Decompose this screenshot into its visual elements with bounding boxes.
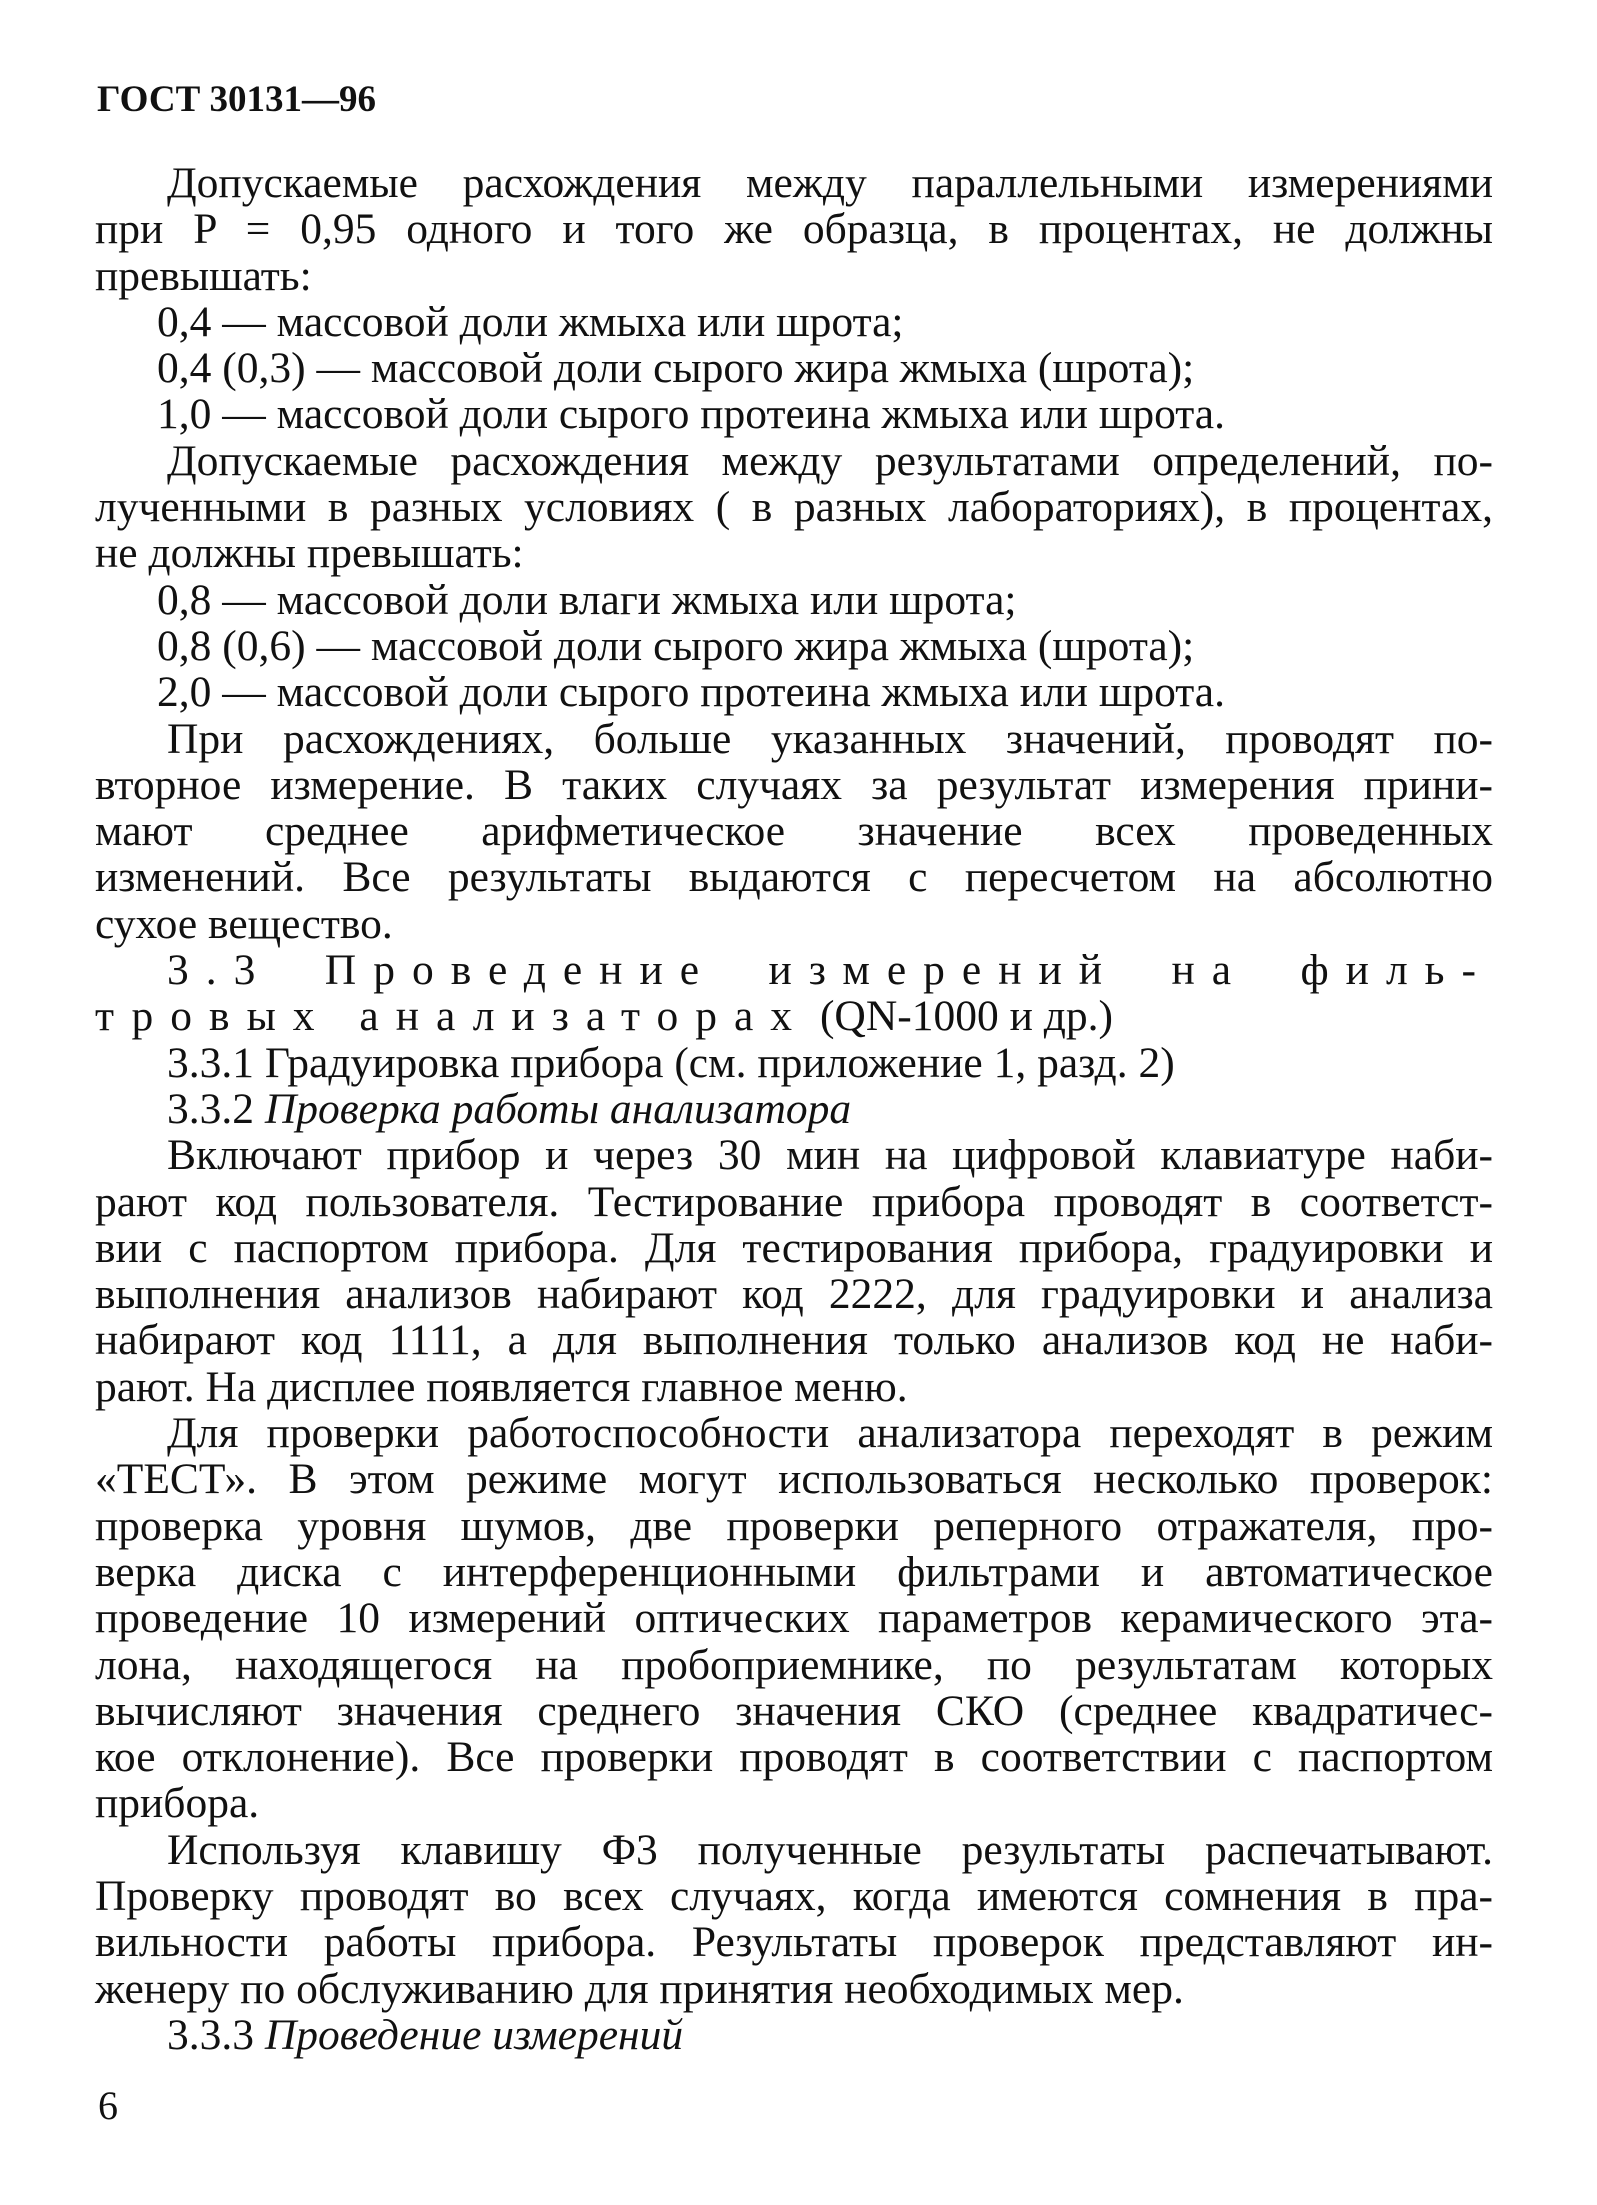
text-line: проверка уровня шумов, две проверки реперного отражателя, про-: [95, 1501, 1493, 1550]
section-title: Проведение измерений: [264, 2010, 684, 2059]
list-item: 0,4 (0,3) — массовой доли сырого жира жмыха (шрота);: [157, 344, 1195, 393]
paragraph-parallel-discrepancies: [95, 160, 1493, 299]
list-item: 0,8 (0,6) — массовой доли сырого жира жмыха (шрота);: [157, 621, 1195, 670]
document-code-header: ГОСТ 30131—96: [97, 79, 376, 120]
section-3-3-3: [95, 2012, 1493, 2058]
text-line: рают. На дисплее появляется главное меню.: [95, 1362, 908, 1411]
list-item: 1,0 — массовой доли сырого протеина жмыха или шрота.: [157, 390, 1225, 439]
text-line: набирают код 1111, а для выполнения только анализов код не наби-: [95, 1316, 1493, 1365]
list-item: 0,4 — массовой доли жмыха или шрота;: [157, 297, 904, 346]
text-line: верка диска с интерференционными фильтрами и автоматическое: [95, 1547, 1493, 1596]
text-line: прибора.: [95, 1779, 260, 1828]
text-line: женеру по обслуживанию для принятия необходимых мер.: [95, 1964, 1184, 2013]
section-3-3-1: 3.3.1 Градуировка прибора (см. приложение 1, разд. 2): [167, 1038, 1175, 1087]
text-line: Для проверки работоспособности анализатора переходят в режим: [167, 1409, 1493, 1458]
text-line: Проверку проводят во всех случаях, когда имеются сомнения в пра-: [95, 1871, 1493, 1920]
text-line: вторное измерение. В таких случаях за результат измерения прини-: [95, 760, 1493, 809]
section-number: 3.3.3: [167, 2010, 265, 2059]
text-line: Допускаемые расхождения между результатами определений, по-: [167, 436, 1493, 485]
text-line: сухое вещество.: [95, 899, 393, 948]
paragraph-test-mode: [95, 1410, 1493, 1827]
text-line: лученными в разных условиях ( в разных лабораториях), в процентах,: [95, 483, 1493, 532]
text-line: вильности работы прибора. Результаты проверок представляют ин-: [95, 1918, 1493, 1967]
section-title-model: (QN-1000 и др.): [809, 992, 1114, 1041]
text-line: Допускаемые расхождения между параллельными измерениями: [167, 159, 1493, 207]
text-line: изменений. Все результаты выдаются с пересчетом на абсолютно: [95, 853, 1493, 902]
text-line: мают среднее арифметическое значение всех проведенных: [95, 807, 1493, 856]
section-title-line: [95, 993, 1493, 1039]
section-3-3-2: [95, 1086, 1493, 1132]
section-title-line: 3.3 Проведение измерений на филь-: [167, 946, 1493, 995]
text-line: вычисляют значения среднего значения СКО (среднее квадратичес-: [95, 1686, 1493, 1735]
text-line: выполнения анализов набирают код 2222, для градуировки и анализа: [95, 1270, 1493, 1319]
text-line: вии с паспортом прибора. Для тестирования прибора, градуировки и: [95, 1223, 1493, 1272]
list-item: 2,0 — массовой доли сырого протеина жмыха или шрота.: [157, 668, 1225, 717]
paragraph-print-results: [95, 1827, 1493, 2012]
section-heading-3-3: [95, 947, 1493, 1040]
section-title-spaced: тровых анализаторах: [95, 992, 810, 1041]
document-body: [95, 160, 1493, 2058]
text-line: рают код пользователя. Тестирование прибора проводят в соответст-: [95, 1177, 1493, 1226]
text-line: лона, находящегося на пробоприемнике, по результатам которых: [95, 1640, 1493, 1689]
text-line: При расхождениях, больше указанных значений, проводят по-: [167, 714, 1493, 763]
text-line: Включают прибор и через 30 мин на цифровой клавиатуре наби-: [167, 1131, 1493, 1180]
text-line: «ТЕСТ». В этом режиме могут использоваться несколько проверок:: [95, 1455, 1493, 1504]
text-line: при P = 0,95 одного и того же образца, в процентах, не должны: [95, 205, 1493, 254]
text-line: не должны превышать:: [95, 529, 524, 578]
section-title: Проверка работы анализатора: [264, 1084, 852, 1133]
text-line: кое отклонение). Все проверки проводят в соответствии с паспортом: [95, 1733, 1493, 1782]
paragraph-lab-discrepancies: [95, 438, 1493, 577]
list-item: 0,8 — массовой доли влаги жмыха или шрота;: [157, 575, 1017, 624]
text-line: превышать:: [95, 251, 312, 300]
page-number: 6: [98, 2083, 118, 2128]
paragraph-power-on: [95, 1132, 1493, 1410]
text-line: Используя клавишу Ф3 полученные результаты распечатывают.: [167, 1825, 1493, 1874]
text-line: проведение 10 измерений оптических параметров керамического эта-: [95, 1594, 1493, 1643]
section-number: 3.3.2: [167, 1084, 265, 1133]
paragraph-repeat-measurement: [95, 716, 1493, 947]
